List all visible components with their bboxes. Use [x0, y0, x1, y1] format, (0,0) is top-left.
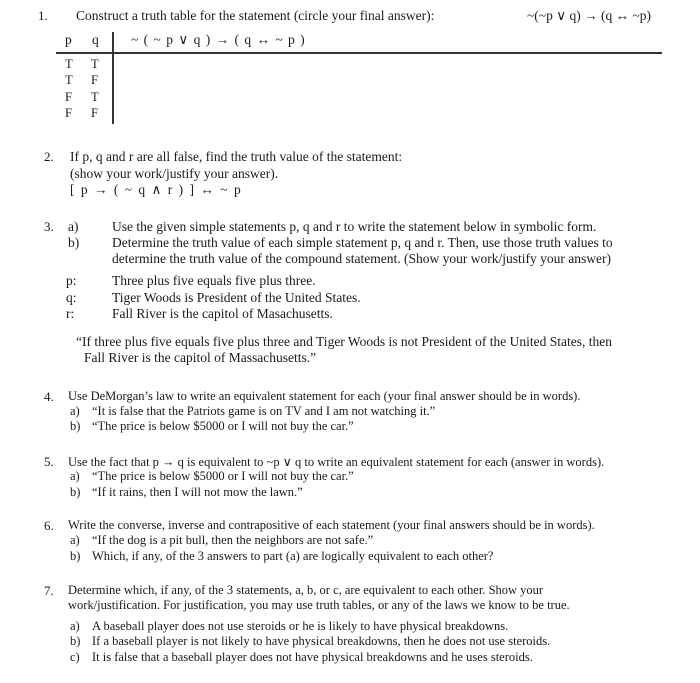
q6-a-text: “If the dog is a pit bull, then the neighbors are not safe.”: [92, 533, 374, 547]
q6-b-text: Which, if any, of the 3 answers to part (a) are logically equivalent to each other?: [92, 549, 494, 563]
q5-b-text: “If it rains, then I will not mow the lawn.”: [92, 485, 303, 499]
q7-c-text: It is false that a baseball player does not have physical breakdowns and he uses steroids.: [92, 650, 533, 664]
q2-line-2: (show your work/justify your answer).: [70, 166, 279, 181]
q7-a-label: a): [70, 619, 80, 633]
q4-number: 4.: [44, 389, 54, 404]
q2-number: 2.: [44, 149, 54, 164]
q6-a-label: a): [70, 533, 80, 547]
q7-text-1: Determine which, if any, of the 3 statements, a, b, or c, are equivalent to each other. Show your: [68, 583, 544, 597]
table-row-3-q: T: [91, 90, 99, 104]
table-row-4-p: F: [65, 106, 72, 120]
q4-b-label: b): [70, 419, 81, 433]
q7-c-label: c): [70, 650, 80, 664]
table-row-1-p: T: [65, 57, 73, 71]
q3-def-p-var: p:: [66, 273, 77, 288]
q2-expression: [ p → ( ~ q ∧ r ) ] ↔ ~ p: [70, 182, 241, 197]
q1-number: 1.: [38, 8, 48, 23]
q2-line-1: If p, q and r are all false, find the truth value of the statement:: [70, 149, 403, 164]
q4-text: Use DeMorgan’s law to write an equivalent statement for each (your final answer should be in words).: [68, 389, 581, 403]
q6-text: Write the converse, inverse and contrapositive of each statement (your final answers should be in words).: [68, 518, 595, 532]
q5-a-label: a): [70, 469, 80, 483]
q1-statement: ~(~p ∨ q) → (q ↔ ~p): [527, 8, 652, 23]
q3-quote-line-1: “If three plus five equals five plus three and Tiger Woods is not President of the United States, then: [76, 334, 612, 349]
q5-number: 5.: [44, 454, 54, 469]
table-column-rule: [112, 32, 114, 124]
q3-b-text-1: Determine the truth value of each simple statement p, q and r. Then, use those truth values to: [112, 235, 613, 250]
q3-a-label: a): [68, 219, 79, 234]
q7-b-label: b): [70, 634, 81, 648]
table-row-2-q: F: [91, 73, 98, 87]
table-header-rule: [56, 52, 662, 54]
q3-def-r-var: r:: [66, 306, 75, 321]
q4-b-text: “The price is below $5000 or I will not buy the car.”: [92, 419, 354, 433]
table-header-expression: ~ ( ~ p ∨ q ) → ( q ↔ ~ p ): [131, 32, 305, 47]
q3-b-label: b): [68, 235, 80, 250]
q3-def-r-text: Fall River is the capitol of Masachusetts.: [112, 306, 333, 321]
table-row-1-q: T: [91, 57, 99, 71]
q6-b-label: b): [70, 549, 81, 563]
q3-quote-line-2: Fall River is the capitol of Massachusetts.”: [84, 350, 317, 365]
q3-def-p-text: Three plus five equals five plus three.: [112, 273, 316, 288]
q7-text-2: work/justification. For justification, you may use truth tables, or any of the laws we know to be true.: [68, 598, 570, 612]
q3-def-q-var: q:: [66, 290, 77, 305]
q7-number: 7.: [44, 583, 54, 598]
q7-b-text: If a baseball player is not likely to have physical breakdowns, then he does not use steroids.: [92, 634, 551, 648]
q4-a-label: a): [70, 404, 80, 418]
q1-prompt: Construct a truth table for the statement (circle your final answer):: [76, 8, 435, 23]
table-row-3-p: F: [65, 90, 72, 104]
q6-number: 6.: [44, 518, 54, 533]
q3-number: 3.: [44, 219, 54, 234]
q3-a-text: Use the given simple statements p, q and r to write the statement below in symbolic form.: [112, 219, 597, 234]
table-header-q: q: [92, 32, 99, 47]
q4-a-text: “It is false that the Patriots game is on TV and I am not watching it.”: [92, 404, 436, 418]
q5-a-text: “The price is below $5000 or I will not buy the car.”: [92, 469, 354, 483]
table-header-p: p: [65, 32, 72, 47]
q5-b-label: b): [70, 485, 81, 499]
table-row-2-p: T: [65, 73, 73, 87]
q3-b-text-2: determine the truth value of the compound statement. (Show your work/justify your answer): [112, 251, 612, 266]
table-row-4-q: F: [91, 106, 98, 120]
q7-a-text: A baseball player does not use steroids or he is likely to have physical breakdowns.: [92, 619, 509, 633]
q5-text: Use the fact that p → q is equivalent to ~p ∨ q to write an equivalent statement for each (answer in words).: [68, 455, 605, 469]
q3-def-q-text: Tiger Woods is President of the United States.: [112, 290, 361, 305]
